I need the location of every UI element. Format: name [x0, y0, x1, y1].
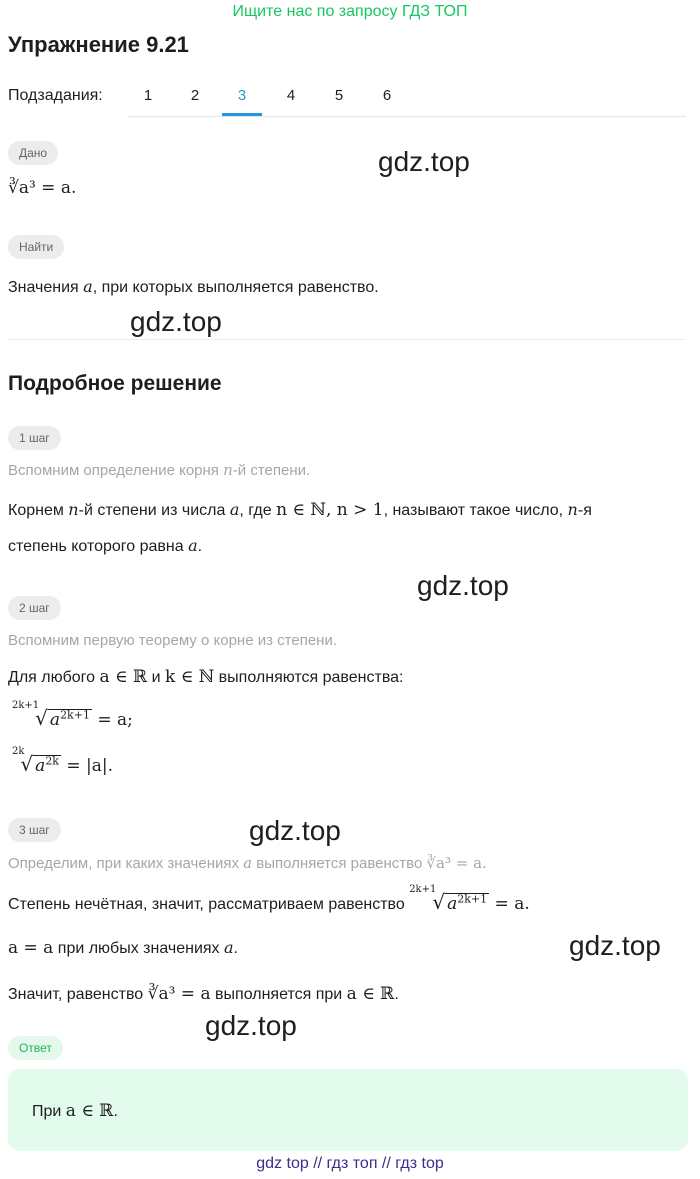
active-tab-indicator [222, 113, 262, 116]
watermark-text: gdz.top [130, 306, 222, 337]
subtasks-tabs [128, 76, 686, 117]
step2-chip: 2 шаг [8, 596, 61, 620]
step3-chip: 3 шаг [8, 818, 61, 842]
step1-line1: Корнем n-й степени из числа a, где n ∈ ℕ, n > 1, называют такое число, n-я [8, 500, 592, 520]
promo-banner: Ищите нас по запросу ГДЗ ТОП [232, 3, 468, 20]
step3-line2: a = a при любых значениях a. [8, 938, 238, 958]
tab-3[interactable]: 3 [237, 87, 247, 104]
solution-heading: Подробное решение [8, 372, 222, 395]
answer-text: При a ∈ ℝ. [32, 1101, 118, 1121]
step3-line1: Степень нечётная, значит, рассматриваем равенство $^{2k+1}$√ $a^{2k+1} = a$. [8, 884, 530, 914]
find-chip: Найти [8, 235, 64, 259]
tab-4[interactable]: 4 [286, 87, 296, 104]
step3-line3: Значит, равенство ∛a³ = a выполняется при a ∈ ℝ. [8, 984, 399, 1004]
step2-equation2: $^{2k}$√ $a^{2k} = |a|$. [12, 746, 114, 776]
subtasks-label: Подзадания: [8, 87, 103, 104]
step1-chip: 1 шаг [8, 426, 61, 450]
watermark-text: gdz.top [249, 815, 341, 846]
step2-line: Для любого a ∈ ℝ и k ∈ ℕ выполняются равенства: [8, 667, 404, 687]
step3-hint: Определим, при каких значениях a выполняется равенство ∛a³ = a. [8, 854, 487, 872]
page-title: Упражнение 9.21 [8, 32, 189, 57]
answer-chip: Ответ [8, 1036, 63, 1060]
footer-links[interactable]: gdz top // гдз топ // гдз top [256, 1155, 444, 1172]
given-equation: ∛a³ = a. [8, 178, 77, 198]
watermark-text: gdz.top [378, 146, 470, 177]
section-divider [8, 339, 686, 340]
step2-hint: Вспомним первую теорему о корне из степени. [8, 632, 337, 649]
watermark-text: gdz.top [569, 930, 661, 961]
tab-5[interactable]: 5 [334, 87, 344, 104]
given-chip: Дано [8, 141, 58, 165]
tab-2[interactable]: 2 [190, 87, 200, 104]
step1-hint: Вспомним определение корня n-й степени. [8, 461, 311, 479]
find-text: Значения a, при которых выполняется равенство. [8, 277, 379, 296]
watermark-text: gdz.top [417, 570, 509, 601]
step1-line2: степень которого равна a. [8, 536, 203, 555]
step2-equation1: $^{2k+1}$√ $a^{2k+1} = a$; [12, 700, 133, 730]
tab-1[interactable]: 1 [143, 87, 153, 104]
tab-6[interactable]: 6 [382, 87, 392, 104]
watermark-text: gdz.top [205, 1010, 297, 1041]
